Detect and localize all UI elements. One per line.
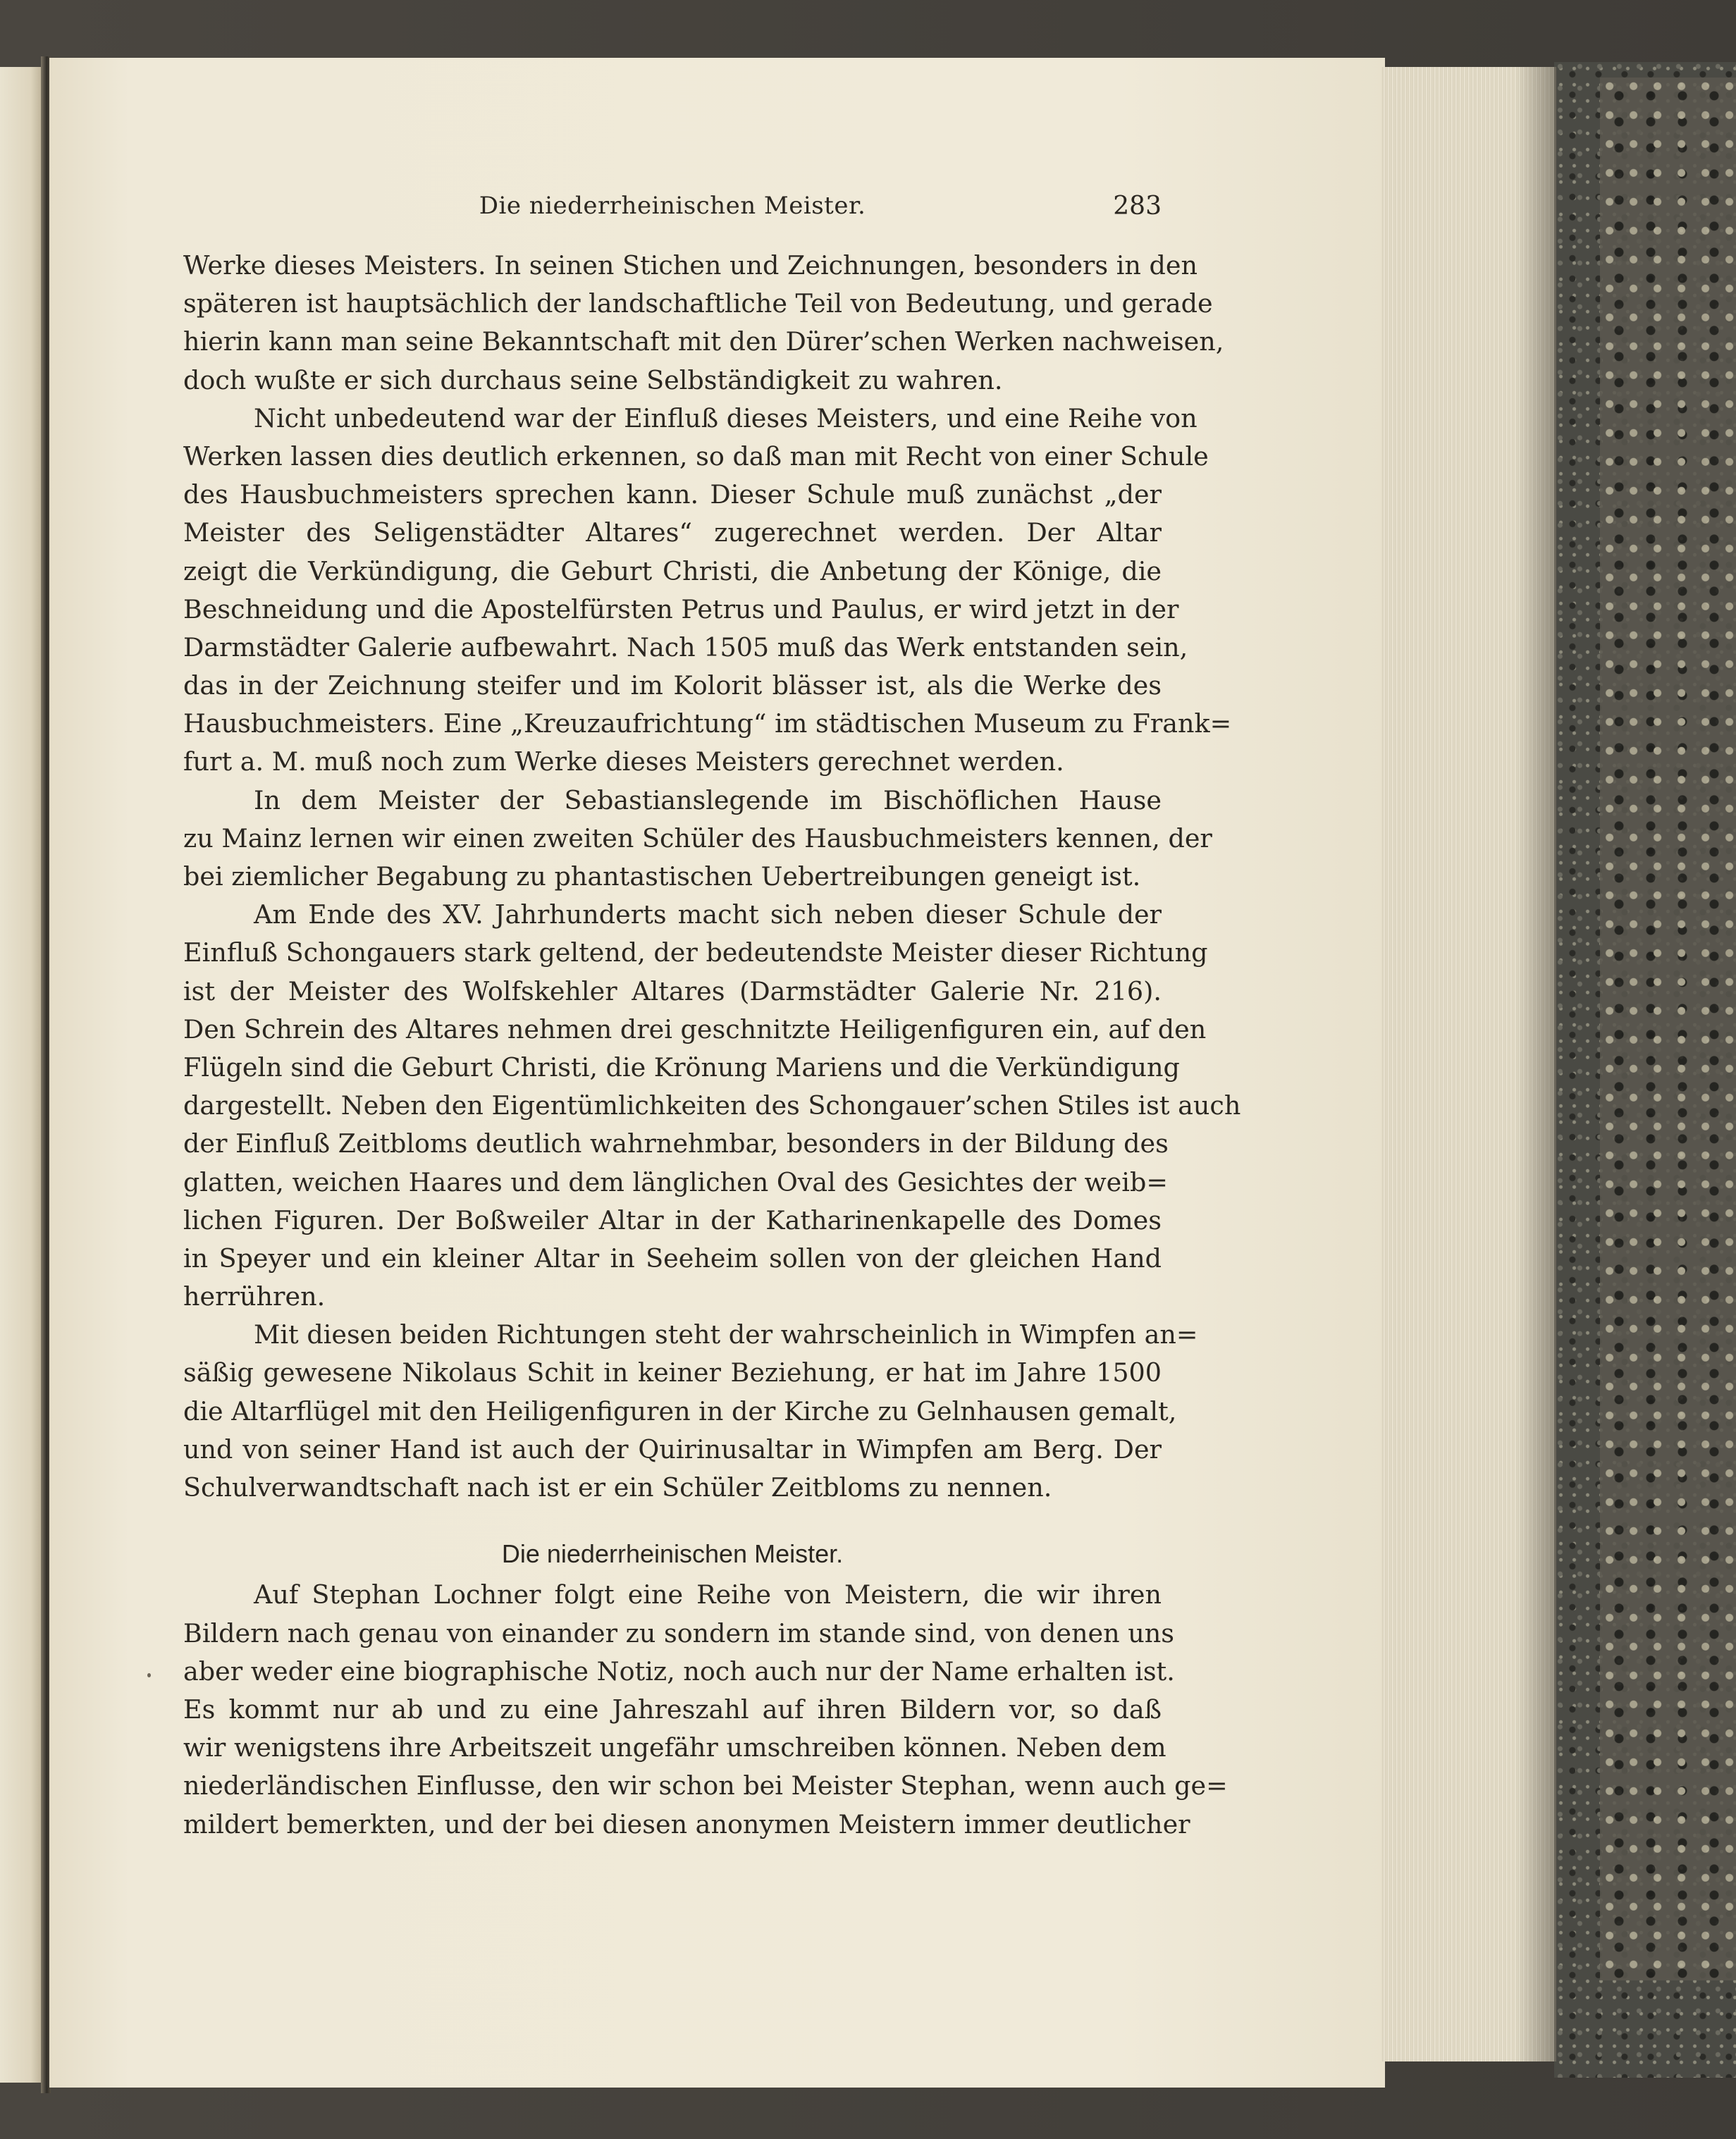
text-line: wir wenigstens ihre Arbeitszeit ungefähr umschreiben können. Neben dem: [183, 1732, 1166, 1763]
paper-speck: [147, 1673, 151, 1677]
text-line: zu Mainz lernen wir einen zweiten Schüler des Hausbuchmeisters kennen, der: [183, 822, 1212, 853]
text-line: Es kommt nur ab und zu eine Jahreszahl auf ihren Bildern vor, so daß: [183, 1694, 1162, 1725]
text-line: hierin kann man seine Bekanntschaft mit den Dürer’schen Werken nachweisen,: [183, 326, 1224, 357]
text-line: die Altarflügel mit den Heiligenfiguren in der Kirche zu Gelnhausen gemalt,: [183, 1395, 1177, 1426]
text-line: aber weder eine biographische Notiz, noch auch nur der Name erhalten ist.: [183, 1656, 1175, 1687]
text-line: Darmstädter Galerie aufbewahrt. Nach 1505 muß das Werk entstanden sein,: [183, 631, 1188, 662]
text-line: in Speyer und ein kleiner Altar in Seeheim sollen von der gleichen Hand: [183, 1243, 1162, 1274]
paragraph: [183, 1316, 1198, 1507]
page-stack-shadow: [1515, 67, 1554, 2061]
text-line: bei ziemlicher Begabung zu phantastischen Uebertreibungen geneigt ist.: [183, 861, 1141, 892]
text-line: Mit diesen beiden Richtungen steht der wahrscheinlich in Wimpfen an=: [254, 1319, 1198, 1350]
text-line: Werken lassen dies deutlich erkennen, so daß man mit Recht von einer Schule: [183, 440, 1209, 471]
text-line: das in der Zeichnung steifer und im Kolorit blässer ist, als die Werke des: [183, 670, 1162, 701]
text-line: dargestellt. Neben den Eigentümlichkeiten des Schongauer’schen Stiles ist auch: [183, 1090, 1241, 1121]
text-line: niederländischen Einflusse, den wir schon bei Meister Stephan, wenn auch ge=: [183, 1770, 1228, 1801]
text-line: doch wußte er sich durchaus seine Selbständigkeit zu wahren.: [183, 364, 1003, 395]
text-line: zeigt die Verkündigung, die Geburt Christi, die Anbetung der Könige, die: [183, 555, 1162, 586]
running-title: Die niederrheinischen Meister.: [479, 192, 866, 220]
page-header: [183, 192, 1162, 227]
section-heading: Die niederrheinischen Meister.: [501, 1539, 844, 1569]
marbled-cover: [1600, 78, 1736, 1980]
text-line: des Hausbuchmeisters sprechen kann. Dieser Schule muß zunächst „der: [183, 479, 1162, 510]
text-line: mildert bemerkten, und der bei diesen anonymen Meistern immer deutlicher: [183, 1808, 1190, 1839]
text-line: Werke dieses Meisters. In seinen Stichen und Zeichnungen, besonders in den: [183, 250, 1198, 281]
paragraph: [183, 782, 1212, 896]
text-line: Bildern nach genau von einander zu sondern im stande sind, von denen uns: [183, 1617, 1174, 1648]
left-page-sliver: [0, 67, 44, 2083]
text-line: Flügeln sind die Geburt Christi, die Krönung Mariens und die Verkündigung: [183, 1052, 1180, 1083]
text-line: Auf Stephan Lochner folgt eine Reihe von Meistern, die wir ihren: [254, 1579, 1162, 1610]
text-line: herrühren.: [183, 1281, 326, 1312]
text-line: Nicht unbedeutend war der Einfluß dieses Meisters, und eine Reihe von: [254, 402, 1198, 433]
text-line: furt a. M. muß noch zum Werke dieses Meisters gerechnet werden.: [183, 746, 1064, 777]
paragraph: [183, 247, 1224, 400]
text-line: der Einfluß Zeitbloms deutlich wahrnehmbar, besonders in der Bildung des: [183, 1128, 1169, 1159]
page-body: [183, 247, 1241, 1844]
text-line: Beschneidung und die Apostelfürsten Petrus und Paulus, er wird jetzt in der: [183, 593, 1179, 624]
page-number: 283: [1113, 192, 1162, 221]
text-line: ist der Meister des Wolfskehler Altares (Darmstädter Galerie Nr. 216).: [183, 975, 1162, 1006]
text-line: lichen Figuren. Der Boßweiler Altar in der Katharinenkapelle des Domes: [183, 1204, 1162, 1235]
text-line: Schulverwandtschaft nach ist er ein Schüler Zeitbloms zu nennen.: [183, 1472, 1052, 1503]
text-line: späteren ist hauptsächlich der landschaftliche Teil von Bedeutung, und gerade: [183, 288, 1213, 319]
text-line: Hausbuchmeisters. Eine „Kreuzaufrichtung“ im städtischen Museum zu Frank=: [183, 708, 1232, 739]
text-line: glatten, weichen Haares und dem länglichen Oval des Gesichtes der weib=: [183, 1166, 1168, 1197]
text-line: Den Schrein des Altares nehmen drei geschnitzte Heiligenfiguren ein, auf den: [183, 1013, 1207, 1044]
paragraph: [183, 400, 1232, 782]
text-line: und von seiner Hand ist auch der Quirinusaltar in Wimpfen am Berg. Der: [183, 1434, 1162, 1465]
text-line: säßig gewesene Nikolaus Schit in keiner Beziehung, er hat im Jahre 1500: [183, 1357, 1162, 1388]
text-line: Einfluß Schongauers stark geltend, der bedeutendste Meister dieser Richtung: [183, 937, 1208, 968]
text-line: Am Ende des XV. Jahrhunderts macht sich neben dieser Schule der: [254, 899, 1162, 930]
paragraph: [183, 1576, 1228, 1843]
text-line: Meister des Seligenstädter Altares“ zugerechnet werden. Der Altar: [183, 517, 1162, 548]
text-line: In dem Meister der Sebastianslegende im Bischöflichen Hause: [254, 784, 1162, 815]
paragraph: [183, 896, 1241, 1316]
